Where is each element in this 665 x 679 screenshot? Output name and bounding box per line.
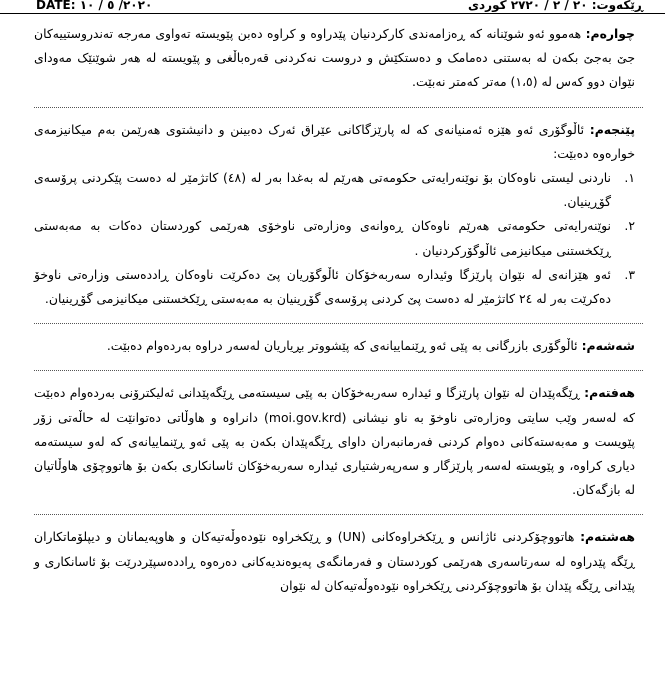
- list-item-number: ١.: [624, 170, 635, 186]
- dotted-divider: [34, 107, 643, 108]
- list-item-number: ٣.: [624, 266, 635, 282]
- document-body: [34, 22, 643, 598]
- list-item: [34, 263, 635, 311]
- section-fifth: [34, 118, 643, 312]
- date-label: DATE:: [36, 0, 76, 12]
- section-fourth-label: چوارەم:: [585, 26, 635, 41]
- list-item-text: ئەو هێزانەی لە نێوان پارێزگا وئیدارە سەربەخۆکان ئاڵوگۆریان پێ دەکرێت ناوەکان ڕاددەستی وزارەتی ناوخۆ دەکرێت بەر لە ٢٤ کاتژمێر لە دەست پێ کردنی پرۆسەی گۆڕینیان بە مەبەستی ڕێکخستنی میکانیزمی گۆڕینیان.: [34, 266, 611, 307]
- kurdish-date-block: [468, 0, 643, 11]
- date-value: ٢٠٢٠/ ٥ / ١٠: [79, 0, 153, 12]
- kurdish-date-label: ڕێکەوت:: [591, 0, 643, 12]
- section-eighth: [34, 525, 643, 598]
- section-fourth: [34, 22, 643, 95]
- document-header: [0, 0, 665, 14]
- list-item-text: ناردنی لیستی ناوەکان بۆ نوێنەرایەتی حکومەتی هەرێم لە بەغدا بەر لە (٤٨) کاتژمێر لە دەست پێکردنی پرۆسەی گۆڕینیان.: [34, 170, 611, 210]
- dotted-divider: [34, 514, 643, 515]
- section-fourth-paragraph: [34, 22, 635, 95]
- section-seventh-label: هەفتەم:: [584, 385, 635, 401]
- section-fifth-paragraph: [34, 118, 635, 166]
- date-block: [36, 0, 152, 11]
- section-fourth-text: هەموو ئەو شوێنانە کە ڕەزامەندی کارکردنیان پێدراوە و کراوە دەبن پێویستە تەواوی مەرجە تەندروستییەکان جێ بەجێ بکەن لە بەستنی دەمامک و دەستکێش و دروست نەکردنی قەرەباڵغی و پێویستە لە هەر شوێنێک مەودای نێوان دوو کەس لە (١،٥) مەتر کەمتر نەبێت.: [34, 26, 635, 90]
- section-sixth-paragraph: [34, 334, 635, 358]
- list-item: [34, 166, 635, 214]
- section-sixth-text: ئاڵوگۆری بازرگانی بە پێی ئەو ڕێنماییانەی کە پێشووتر بڕیاریان لەسەر دراوە بەردەوام دەبێت.: [106, 338, 578, 354]
- section-eighth-text: هاتووچۆکردنی ئاژانس و ڕێکخراوەکانی (UN) و ڕێکخراوە نێودەوڵەتیەکان و هاوپەیمانان و دیپلۆماتکاران ڕێگە پێدراوە لە سەرتاسەری هەرێمی کوردستان و فەرمانگەی پەیوەندیەکانی دەرەوە ڕاددەسپێردرێت بۆ ئاسانکاری و پێدانی ڕێگە پێدان بۆ هاتووچۆکردنی ڕێکخراوە نێودەوڵەتیەکان لە نێوان: [34, 529, 635, 593]
- section-fifth-text: ئاڵوگۆری ئەو هێزە ئەمنیانەی کە لە پارێزگاکانی عێراق ئەرک دەبینن و دانیشتوی هەرێمن بەم میکانیزمەی خوارەوە دەبێت:: [34, 121, 635, 161]
- list-item: [34, 214, 635, 262]
- section-sixth-label: شەشەم:: [581, 338, 635, 354]
- list-item-text: نوێنەرایەتی حکومەتی هەرێم ناوەکان ڕەوانەی وەزارەتی ناوخۆی هەرێمی کوردستان دەکات بە مەبەستی ڕێکخستنی میکانیزمی ئاڵوگۆرکردنیان .: [34, 218, 611, 258]
- dotted-divider: [34, 370, 643, 371]
- section-seventh-text: ڕێگەپێدان لە نێوان پارێزگا و ئیدارە سەربەخۆکان بە پێی سیستەمی ڕێگەپێدانی ئەلیکترۆنی بەردەوام دەبێت کە لەسەر وێب سایتی وەزارەتی ناوخۆ بە ناو نیشانی (moi.gov.krd) دانراوە و هاوڵاتی دەتوانێت لە حاڵەتی زۆر پێویست و مەبەستەکانی دەوام کردنی فەرمانبەران داوای ڕێگەپێدان بکەن بە پێی ئەو ڕێنماییانەی کە لەو سیستەمە دیاری کراوە، و پێویستە لەسەر پارێزگار و سەرپەرشتیاری ئیدارە سەربەخۆکان ئاسانکاری بکەن بۆ هاتووچۆی هاوڵاتیان لە بازگەکان.: [34, 385, 635, 498]
- section-seventh: [34, 381, 643, 502]
- list-item-number: ٢.: [624, 218, 635, 234]
- section-fifth-label: پێنجەم:: [589, 121, 635, 137]
- dotted-divider: [34, 323, 643, 324]
- section-sixth: [34, 334, 643, 358]
- section-eighth-label: هەشتەم:: [580, 529, 635, 545]
- section-eighth-paragraph: [34, 525, 635, 598]
- kurdish-date-value: ٢٠ / ٢ / ٢٧٢٠ کوردی: [468, 0, 588, 12]
- section-fifth-list: [34, 166, 635, 311]
- section-seventh-paragraph: [34, 381, 635, 502]
